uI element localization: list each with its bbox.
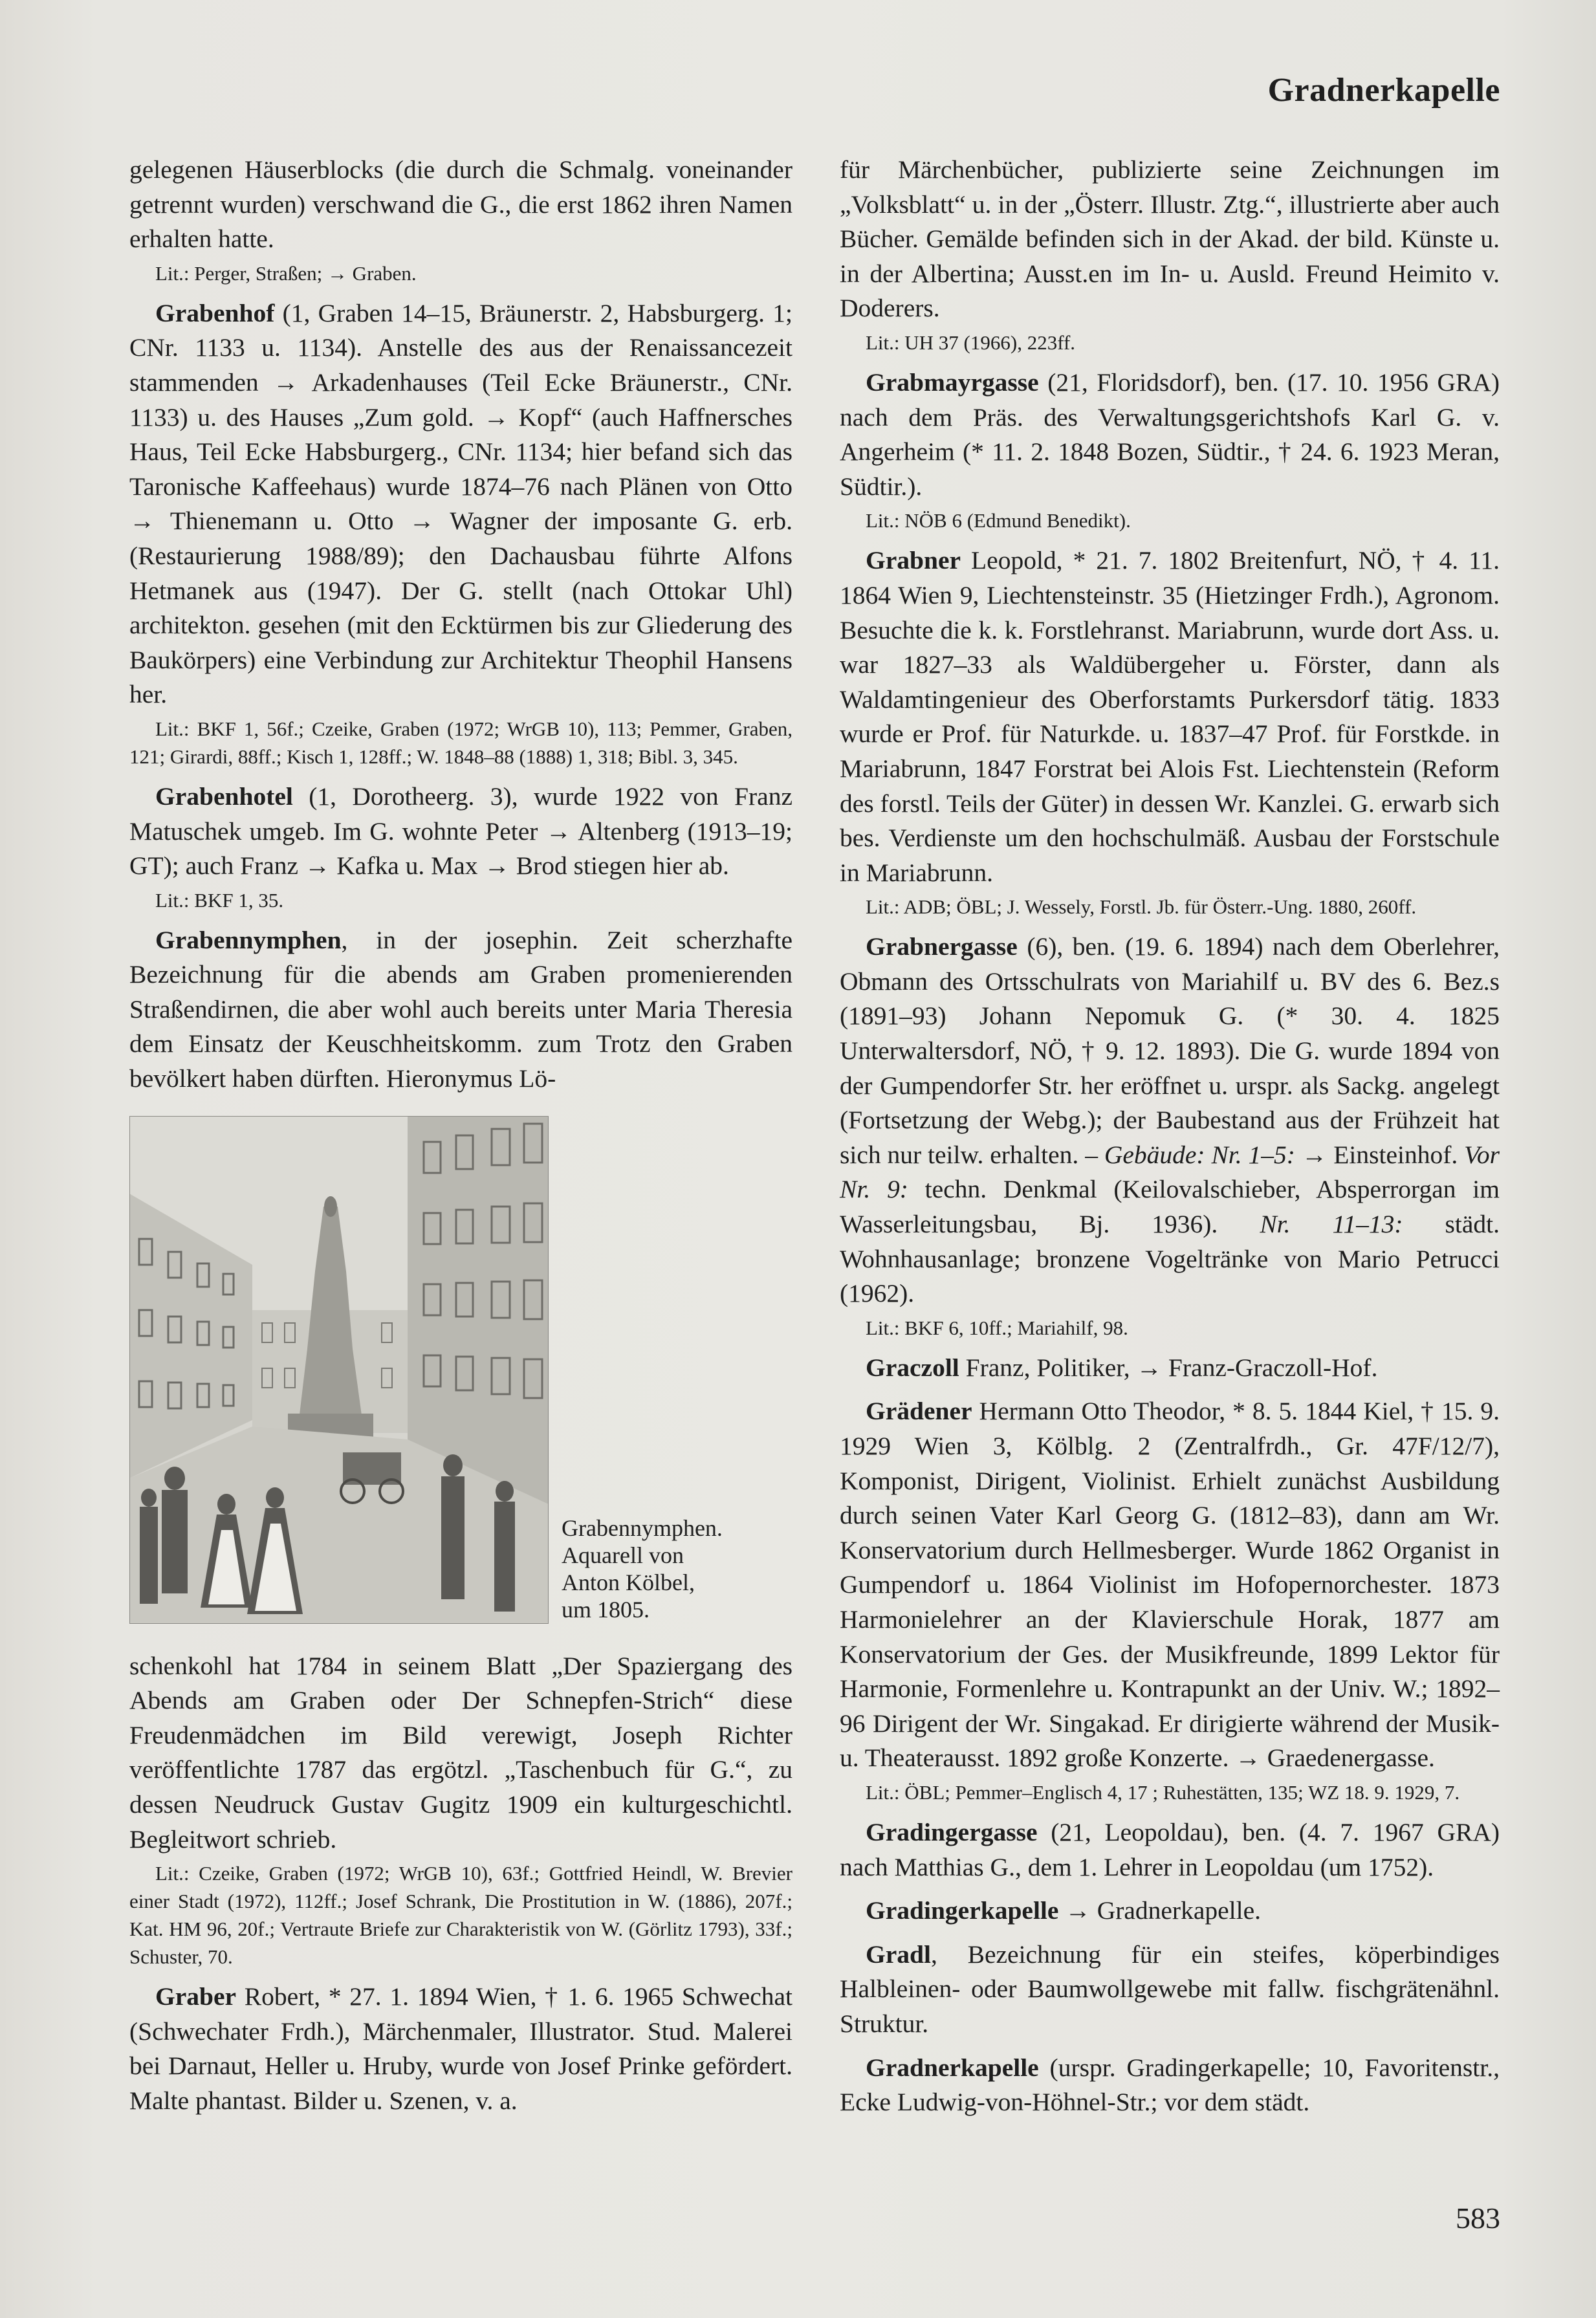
figure-caption	[562, 1514, 794, 1623]
literature-note: Lit.: BKF 6, 10ff.; Mariahilf, 98.	[866, 1316, 1128, 1339]
left-column	[129, 153, 793, 2119]
page-number: 583	[1456, 2202, 1500, 2235]
entry-gradingerkapelle	[840, 1894, 1500, 1929]
caption-line: Anton Kölbel,	[562, 1569, 695, 1595]
right-column	[840, 153, 1500, 2120]
entry-grabnergasse	[840, 930, 1500, 1311]
entry-text: Leopold, * 21. 7. 1802 Breitenfurt, NÖ, † 4. 11. 1864 Wien 9, Liechtensteinstr. 35 (Hietzinger Frdh.), Agronom. Besuchte die k. k. Forstlehranst. Mariabrunn, wurde dort Ass. u. war 1827–33 als Waldübergeher u. Förster, dann als Waldamtingenieur des Oberforstamts Purkersdorf tätig. 1833 wurde er Prof. für Naturkde. u. 1837–47 Prof. für Forstkde. in Mariabrunn, 1847 Forstrat bei Alois Fst. Liechtenstein (Reform des forstl. Teils der Güter) in dessen Wr. Kanzlei. G. erwarb sich bes. Verdienste um den hochschulmäß. Ausbau der Forstschule in Mariabrunn.	[840, 546, 1500, 887]
entry-headword: Grädener	[866, 1397, 972, 1426]
entry-continuation: schenkohl hat 1784 in seinem Blatt „Der Spaziergang des Abends am Graben oder Der Schnepfen-Strich“ diese Freudenmädchen im Bild verewigt, Joseph Richter veröffentlichte 1787 das ergötzl. „Taschenbuch für G.“, zu dessen Neudruck Gustav Gugitz 1909 ein kulturgeschichtl. Begleitwort schrieb.	[129, 1651, 793, 1853]
entry-headword: Grabmayrgasse	[866, 367, 1039, 397]
entry-text: Robert, * 27. 1. 1894 Wien, † 1. 6. 1965 Schwechat (Schwechater Frdh.), Märchenmaler, Illustrator. Stud. Malerei bei Darnaut, Heller u. Hruby, wurde von Josef Prinke gefördert. Malte phantast. Bilder u. Szenen, v. a.	[129, 1982, 793, 2115]
entry-grabner	[840, 543, 1500, 890]
entry-grabenhotel	[129, 780, 793, 884]
entry-text: (6), ben. (19. 6. 1894) nach dem Oberlehrer, Obmann des Ortsschulrats von Mariahilf u. BV des 6. Bez.s (1891–93) Johann Nepomuk G. (* 30. 4. 1825 Unterwaltersdorf, NÖ, † 9. 12. 1893). Die G. wurde 1894 von der Gumpendorfer Str. her eröffnet u. urspr. als Sackg. angelegt (Fortsetzung der Webg.); der Baubestand aus der Frühzeit hat sich nur teilw. erhalten. –	[840, 932, 1500, 1169]
entry-gradingergasse	[840, 1815, 1500, 1885]
entry-graedener	[840, 1394, 1500, 1776]
entry-text: → Gradnerkapelle.	[1058, 1896, 1262, 1925]
entry-headword: Grabner	[866, 546, 961, 575]
entry-headword: Grabenhof	[155, 298, 275, 327]
entry-gradnerkapelle	[840, 2051, 1500, 2120]
continued-paragraph: für Märchenbücher, publizierte seine Zeichnungen im „Volksblatt“ u. in der „Österr. Illustr. Ztg.“, illustrierte aber auch Bücher. Gemälde befinden sich in der Akad. der bild. Künste u. in der Albertina; Ausst.en im In- u. Ausld. Freund Heimito v. Doderers.	[840, 155, 1500, 323]
entry-grabenhof	[129, 296, 793, 712]
entry-headword: Graber	[155, 1982, 237, 2011]
entry-text: städt. Wohnhausanlage; bronzene Vogeltränke von Mario Petrucci (1962).	[840, 1210, 1500, 1308]
entry-headword: Grabenhotel	[155, 782, 293, 811]
running-head: Gradnerkapelle	[1267, 72, 1500, 109]
entry-italic: Nr. 11–13:	[1260, 1210, 1403, 1239]
entry-headword: Gradingerkapelle	[866, 1896, 1059, 1925]
entry-headword: Graczoll	[866, 1353, 959, 1382]
entry-graber	[129, 1980, 793, 2118]
entry-gradl	[840, 1938, 1500, 2042]
continued-paragraph: gelegenen Häuserblocks (die durch die Schmalg. voneinander getrennt wurden) verschwand die G., die erst 1862 ihren Namen erhalten hatte.	[129, 155, 793, 254]
entry-headword: Gradl	[866, 1940, 931, 1969]
literature-note: Lit.: NÖB 6 (Edmund Benedikt).	[866, 509, 1131, 532]
entry-text: Hermann Otto Theodor, * 8. 5. 1844 Kiel, † 15. 9. 1929 Wien 3, Kölblg. 2 (Zentralfrdh., Gr. 47F/12/7), Komponist, Dirigent, Violinist. Erhielt zunächst Ausbildung durch seinen Vater Karl Georg G. (1812–83), dann am Wr. Konservatorium durch Hellmesberger. Wurde 1862 Organist in Gumpendorf u. 1864 Violinist im Hofopernorchester. 1873 Harmonielehrer an der Klavierschule Horak, 1877 am Konservatorium der Ges. der Musikfreunde, 1899 Lektor für Harmonie, Formenlehre u. Kontrapunkt an der Univ. W.; 1892–96 Dirigent der Wr. Singakad. Er dirigierte während der Musik- u. Theaterausst. 1892 große Konzerte. → Graedenergasse.	[840, 1397, 1500, 1773]
literature-note: Lit.: ÖBL; Pemmer–Englisch 4, 17 ; Ruhestätten, 135; WZ 18. 9. 1929, 7.	[866, 1780, 1460, 1804]
entry-text: (urspr. Gradingerkapelle; 10, Favoritenstr., Ecke Ludwig-von-Höhnel-Str.; vor dem städt.	[840, 2053, 1500, 2117]
caption-line: Aquarell von	[562, 1542, 684, 1568]
literature-note: Lit.: BKF 1, 35.	[155, 888, 284, 912]
entry-headword: Grabnergasse	[866, 932, 1018, 961]
caption-line: um 1805.	[562, 1596, 650, 1623]
entry-headword: Gradnerkapelle	[866, 2053, 1039, 2082]
entry-italic: Vor Nr. 9:	[840, 1140, 1500, 1204]
entry-text: techn. Denkmal (Keilovalschieber, Absperrorgan im Wasserleitungsbau, Bj. 1936).	[840, 1175, 1500, 1239]
entry-graczoll	[840, 1351, 1500, 1386]
literature-note: Lit.: UH 37 (1966), 223ff.	[866, 331, 1076, 354]
entry-text: Franz, Politiker, → Franz-Graczoll-Hof.	[959, 1353, 1378, 1382]
entry-text: (21, Leopoldau), ben. (4. 7. 1967 GRA) nach Matthias G., dem 1. Lehrer in Leopoldau (um 1752).	[840, 1817, 1500, 1881]
entry-headword: Gradingergasse	[866, 1817, 1038, 1846]
entry-text: , Bezeichnung für ein steifes, köperbindiges Halbleinen- oder Baumwollgewebe mit fallw. fischgrätenähnl. Struktur.	[840, 1940, 1500, 2038]
entry-italic: Gebäude: Nr. 1–5:	[1104, 1140, 1295, 1169]
engraving-illustration	[129, 1116, 549, 1624]
literature-note: Lit.: ADB; ÖBL; J. Wessely, Forstl. Jb. für Österr.-Ung. 1880, 260ff.	[866, 895, 1417, 919]
caption-line: Grabennymphen.	[562, 1514, 723, 1541]
entry-text: (1, Dorotheerg. 3), wurde 1922 von Franz Matuschek umgeb. Im G. wohnte Peter → Altenberg (1913–19; GT); auch Franz → Kafka u. Max → Brod stiegen hier ab.	[129, 782, 793, 880]
entry-text: , in der josephin. Zeit scherzhafte Bezeichnung für die abends am Graben promenierenden Straßendirnen, die aber wohl auch bereits unter Maria Theresia dem Einsatz der Keuschheitskomm. zum Trotz den Graben bevölkert haben dürften. Hieronymus Lö-	[129, 925, 793, 1093]
entry-text: (1, Graben 14–15, Bräunerstr. 2, Habsburgerg. 1; CNr. 1133 u. 1134). Anstelle des aus der Renaissancezeit stammenden → Arkadenhauses (Teil Ecke Bräunerstr., CNr. 1133) u. des Hauses „Zum gold. → Kopf“ (auch Haffnersches Haus, Teil Ecke Habsburgerg., CNr. 1134; hier befand sich das Taronische Kaffeehaus) wurde 1874–76 nach Plänen von Otto → Thienemann u. Otto → Wagner der imposante G. erb. (Restaurierung 1988/89); den Dachausbau führte Alfons Hetmanek aus (1947). Der G. stellt (nach Ottokar Uhl) architekton. gesehen (mit den Ecktürmen bis zur Gliederung des Baukörpers) eine Verbindung zur Architektur Theophil Hansens her.	[129, 298, 793, 709]
entry-headword: Grabennymphen	[155, 925, 342, 954]
literature-note: Lit.: Czeike, Graben (1972; WrGB 10), 63f.; Gottfried Heindl, W. Brevier einer Stadt (1972), 112ff.; Josef Schrank, Die Prostitution in W. (1886), 207f.; Kat. HM 96, 20f.; Vertraute Briefe zur Charakteristik von W. (Görlitz 1793), 33f.; Schuster, 70.	[129, 1862, 793, 1969]
entry-text: (21, Floridsdorf), ben. (17. 10. 1956 GRA) nach dem Präs. des Verwaltungsgerichtshofs Karl G. v. Angerheim (* 11. 2. 1848 Bozen, Südtir., † 24. 6. 1923 Meran, Südtir.).	[840, 367, 1500, 501]
figure-grabennymphen	[129, 1116, 793, 1632]
entry-text: → Einsteinhof.	[1295, 1140, 1465, 1169]
entry-grabmayrgasse	[840, 366, 1500, 504]
literature-note: Lit.: Perger, Straßen; → Graben.	[155, 261, 417, 285]
entry-grabennymphen	[129, 923, 793, 1097]
literature-note: Lit.: BKF 1, 56f.; Czeike, Graben (1972; WrGB 10), 113; Pemmer, Graben, 121; Girardi, 88ff.; Kisch 1, 128ff.; W. 1848–88 (1888) 1, 318; Bibl. 3, 345.	[129, 717, 793, 768]
